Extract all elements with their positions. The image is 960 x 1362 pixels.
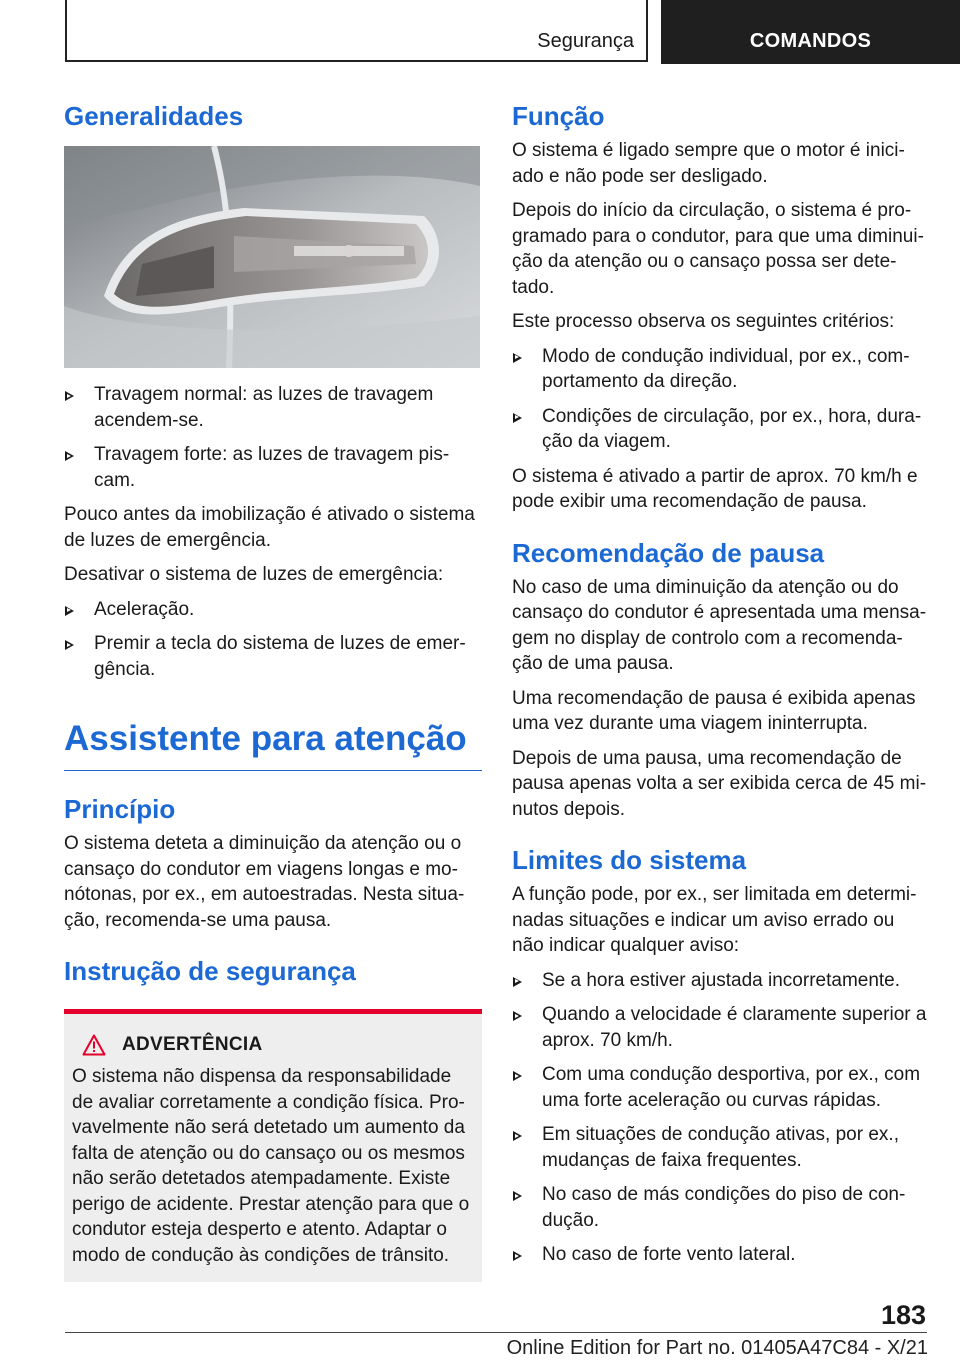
paragraph: Desativar o sistema de luzes de emergência: bbox=[64, 564, 444, 585]
tail-light-photo bbox=[64, 146, 480, 368]
triangle-bullet-icon bbox=[513, 413, 522, 423]
right-column bbox=[512, 100, 928, 1277]
list-item: Com uma condução desportiva, por ex., com uma forte aceleração ou curvas rápidas. bbox=[512, 1062, 928, 1113]
tail-light-illustration bbox=[64, 146, 480, 368]
warning-triangle-icon bbox=[82, 1034, 106, 1056]
paragraph: Uma recomendação de pausa é exibida apenas uma vez durante uma viagem ininterrupta. bbox=[512, 687, 916, 734]
list-item: Modo de condução individual, por ex., com-portamento da direção. bbox=[512, 344, 928, 395]
triangle-bullet-icon bbox=[513, 1071, 522, 1081]
paragraph: Depois de uma pausa, uma recomendação de pausa apenas volta a ser exibida cerca de 45 mi-nutos depois. bbox=[512, 747, 927, 820]
list-item: Aceleração. bbox=[64, 597, 482, 623]
paragraph: O sistema é ativado a partir de aprox. 70 km/h e pode exibir uma recomendação de pausa. bbox=[512, 465, 918, 512]
paragraph: No caso de uma diminuição da atenção ou do cansaço do condutor é apresentada uma mensa-gem no display de controlo com a recomenda-ção de uma pausa. bbox=[512, 576, 927, 674]
warning-header bbox=[82, 1034, 474, 1056]
list-item: Quando a velocidade é claramente superior a aprox. 70 km/h. bbox=[512, 1002, 928, 1053]
heading-limites: Limites do sistema bbox=[512, 845, 747, 875]
chapter-label: COMANDOS bbox=[749, 30, 872, 52]
triangle-bullet-icon bbox=[513, 1191, 522, 1201]
triangle-bullet-icon bbox=[513, 353, 522, 363]
edition-text: Online Edition for Part no. 01405A47C84 - X/21 bbox=[506, 1337, 928, 1359]
list-item: Travagem forte: as luzes de travagem pis-cam. bbox=[64, 442, 482, 493]
paragraph: O sistema deteta a diminuição da atenção ou o cansaço do condutor em viagens longas e mo-nótonas, por ex., em autoestradas. Nesta situa-ção, recomenda-se uma pausa. bbox=[64, 833, 465, 931]
header-section-tab bbox=[65, 0, 648, 62]
paragraph: Depois do início da circulação, o sistema é pro-gramado para o condutor, para que uma diminui-ção da atenção ou o cansaço possa ser dete-tado. bbox=[512, 200, 924, 298]
header-chapter-tab bbox=[661, 0, 960, 64]
braking-list bbox=[64, 382, 482, 493]
heading-generalidades: Generalidades bbox=[64, 101, 244, 131]
heading-seguranca: Instrução de segurança bbox=[64, 956, 356, 986]
paragraph: O sistema é ligado sempre que o motor é inici-ado e não pode ser desligado. bbox=[512, 140, 905, 187]
left-column bbox=[64, 100, 482, 1282]
page-number: 183 bbox=[880, 1300, 926, 1330]
triangle-bullet-icon bbox=[65, 451, 74, 461]
triangle-bullet-icon bbox=[65, 640, 74, 650]
heading-principio: Princípio bbox=[64, 794, 176, 824]
list-item: Em situações de condução ativas, por ex., mudanças de faixa frequentes. bbox=[512, 1122, 928, 1173]
warning-text: O sistema não dispensa da responsabilidade de avaliar corretamente a condição física. Pro-vavelmente não será detetado um aumento da falta de atenção ou do cansaço ou os mesmos não serão detetados atempadamente. Existe perigo de acidente. Prestar atenção para que o condutor esteja desperto e atento. Adaptar o modo de condução às condições de trânsito. bbox=[72, 1066, 470, 1266]
heading-funcao: Função bbox=[512, 101, 605, 131]
paragraph: A função pode, por ex., ser limitada em determi-nadas situações e indicar um aviso errado ou não indicar qualquer aviso: bbox=[512, 884, 917, 956]
triangle-bullet-icon bbox=[513, 1011, 522, 1021]
list-item: No caso de forte vento lateral. bbox=[512, 1242, 928, 1268]
list-item: Se a hora estiver ajustada incorretamente. bbox=[512, 968, 928, 994]
footer-divider bbox=[65, 1332, 927, 1333]
limits-list bbox=[512, 968, 928, 1268]
paragraph: Este processo observa os seguintes critérios: bbox=[512, 311, 895, 332]
deactivate-list bbox=[64, 597, 482, 683]
list-item: No caso de más condições do piso de con-dução. bbox=[512, 1182, 928, 1233]
warning-box bbox=[64, 1009, 482, 1282]
list-item: Condições de circulação, por ex., hora, dura-ção da viagem. bbox=[512, 404, 928, 455]
section-label: Segurança bbox=[537, 30, 634, 52]
criteria-list bbox=[512, 344, 928, 455]
heading-recomendacao: Recomendação de pausa bbox=[512, 537, 825, 568]
triangle-bullet-icon bbox=[65, 606, 74, 616]
warning-title: ADVERTÊNCIA bbox=[122, 1034, 263, 1055]
paragraph: Pouco antes da imobilização é ativado o sistema de luzes de emergência. bbox=[64, 504, 475, 551]
triangle-bullet-icon bbox=[513, 977, 522, 987]
heading-assistente: Assistente para atenção bbox=[64, 718, 482, 771]
triangle-bullet-icon bbox=[513, 1131, 522, 1141]
list-item: Premir a tecla do sistema de luzes de emer-gência. bbox=[64, 631, 482, 682]
triangle-bullet-icon bbox=[65, 391, 74, 401]
triangle-bullet-icon bbox=[513, 1251, 522, 1261]
list-item: Travagem normal: as luzes de travagem acendem-se. bbox=[64, 382, 482, 433]
